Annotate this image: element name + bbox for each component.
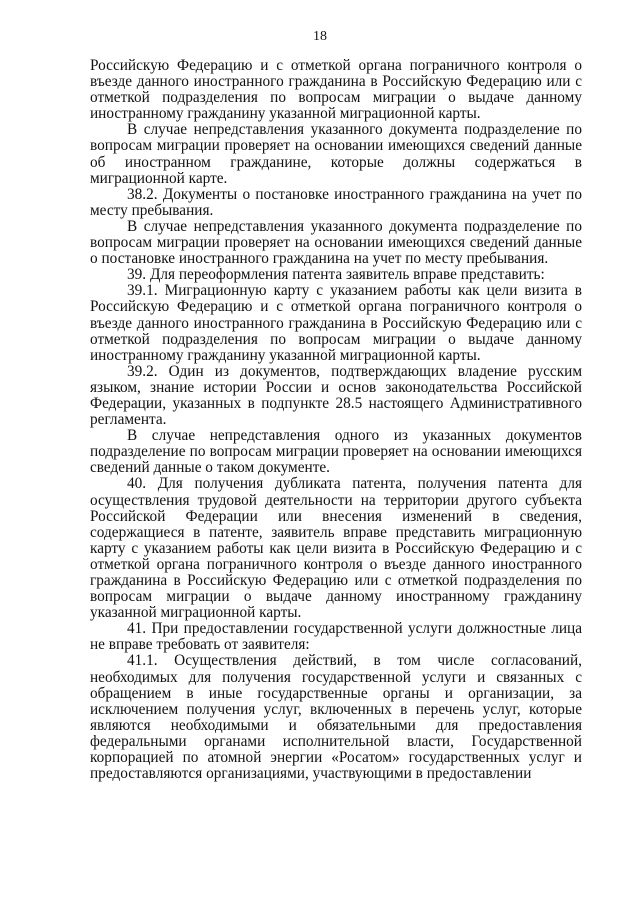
paragraph-38-2: 38.2. Документы о постановке иностранного гражданина на учет по месту пребывания. [90, 185, 582, 219]
paragraph-39-2: 39.2. Один из документов, подтверждающих владение русским языком, знание истории России и основ законодательства Российской Федерации, указанных в подпункте 28.5 настоящего Административного регламента. [90, 362, 582, 429]
document-body [90, 58, 582, 782]
paragraph-41-1: 41.1. Осуществления действий, в том числе согласований, необходимых для получения государственной услуги и связанных с обращением в иные государственные органы и организации, за исключением получения услуг, включенных в перечень услуг, которые являются необходимыми и обязательными для предоставления федеральными органами исполнительной власти, Государственной корпорацией по атомной энергии «Росатом» государственных услуг и предоставляются организациями, участвующими в предоставлении [90, 652, 582, 783]
paragraph-38-2-absence: В случае непредставления указанного документа подразделение по вопросам миграции проверяет на основании имеющихся сведений данные о постановке иностранного гражданина на учет по месту пребывания. [90, 217, 582, 268]
paragraph-38-1-absence: В случае непредставления указанного документа подразделение по вопросам миграции проверяет на основании имеющихся сведений данные об иностранном гражданине, которые должны содержаться в миграционной карте. [90, 121, 582, 187]
paragraph-39: 39. Для переоформления патента заявитель вправе представить: [127, 266, 545, 284]
paragraph-continuation: Российскую Федерацию и с отметкой органа пограничного контроля о въезде данного иностранного гражданина в Российскую Федерацию или с отметкой подразделения по вопросам миграции о выдаче данному иностранному гражданину указанной миграционной карты. [90, 57, 582, 123]
paragraph-41: 41. При предоставлении государственной услуги должностные лица не вправе требовать от заявителя: [90, 620, 582, 654]
paragraph-39-2-absence: В случае непредставления одного из указанных документов подразделение по вопросам миграции проверяет на основании имеющихся сведений данные о таком документе. [90, 427, 582, 477]
page-number: 18 [313, 29, 327, 44]
paragraph-39-1: 39.1. Миграционную карту с указанием работы как цели визита в Российскую Федерацию и с отметкой органа пограничного контроля о въезде данного иностранного гражданина в Российскую Федерацию или с отметкой подразделения по вопросам миграции о выдаче данному иностранному гражданину указанной миграционной карты. [90, 282, 582, 364]
paragraph-40: 40. Для получения дубликата патента, получения патента для осуществления трудовой деятельности на территории другого субъекта Российской Федерации или внесения изменений в сведения, содержащиеся в патенте, заявитель вправе представить миграционную карту с указанием работы как цели визита в Российскую Федерацию и с отметкой органа пограничного контроля о въезде данного иностранного гражданина в Российскую Федерацию или с отметкой подразделения по вопросам миграции о выдаче данному иностранному гражданину указанной миграционной карты. [90, 475, 582, 622]
